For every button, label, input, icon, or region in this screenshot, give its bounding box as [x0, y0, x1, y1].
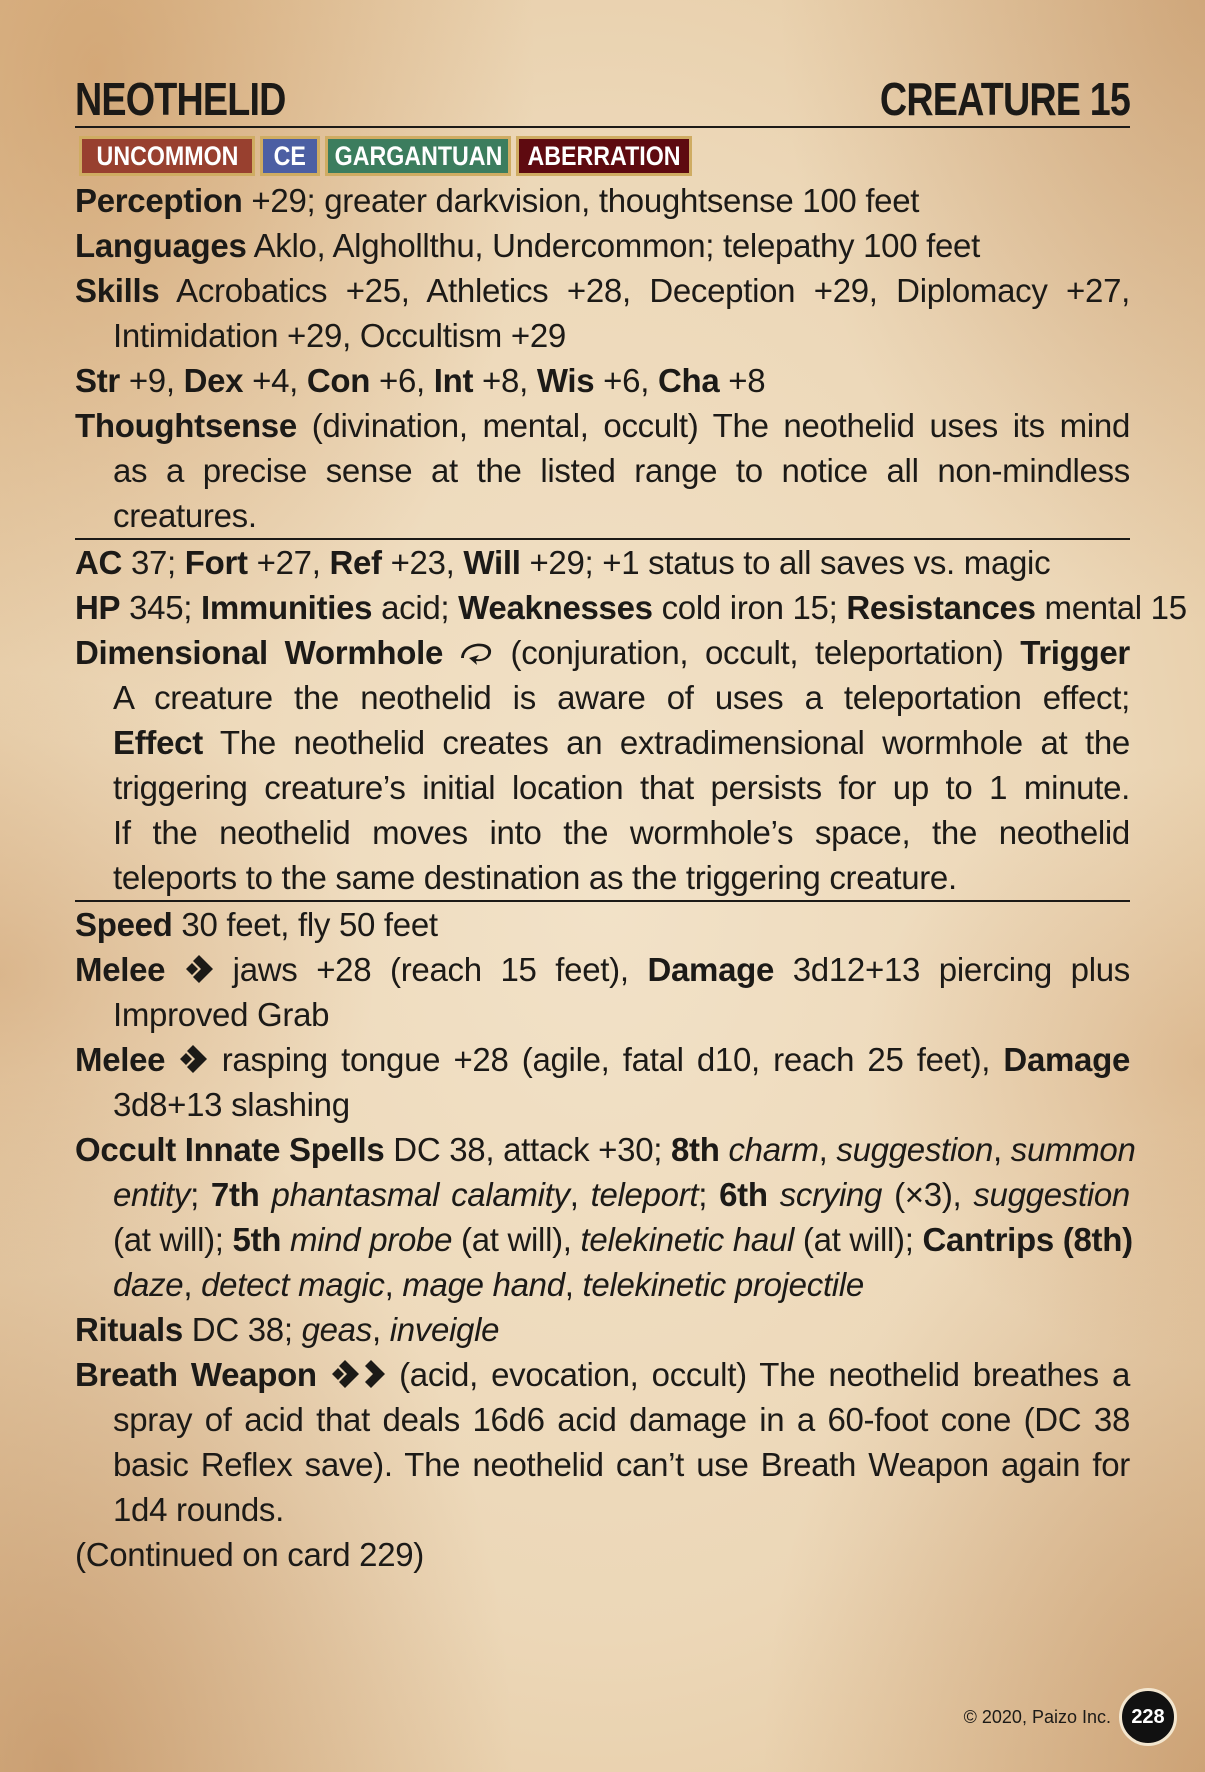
continued-note: (Continued on card 229) — [75, 1536, 424, 1573]
melee-jaws-line: Melee jaws +28 (reach 15 feet), Damage 3d12+13 piercing plus — [75, 947, 1130, 992]
wormhole-line: Dimensional Wormhole (conjuration, occult, teleportation) Trigger — [75, 630, 1130, 675]
trait-type: ABERRATION — [516, 136, 692, 176]
skills-line-cont: Intimidation +29, Occultism +29 — [113, 317, 566, 354]
melee-jaws-line-2: Improved Grab — [113, 996, 330, 1033]
stat-block — [75, 70, 1187, 1577]
stat-block-header — [75, 70, 1130, 128]
speed-line: Speed 30 feet, fly 50 feet — [75, 906, 438, 943]
reaction-icon — [460, 633, 494, 678]
trait-alignment: CE — [260, 136, 320, 176]
single-action-icon — [178, 1040, 208, 1085]
languages-line: Languages Aklo, Alghollthu, Undercommon; telepathy 100 feet — [75, 227, 980, 264]
spells-line-3: (at will); 5th mind probe (at will), telekinetic haul (at will); Cantrips (8th) — [113, 1221, 1133, 1258]
spells-line-2: entity; 7th phantasmal calamity, teleport; 6th scrying (×3), suggestion — [113, 1176, 1130, 1213]
defense-line: AC 37; Fort +27, Ref +23, Will +29; +1 status to all saves vs. magic — [75, 544, 1051, 581]
copyright: © 2020, Paizo Inc. — [963, 1706, 1111, 1727]
trait-size: GARGANTUAN — [325, 136, 511, 176]
stat-lines — [75, 178, 1187, 1577]
wormhole-line-2: A creature the neothelid is aware of uses a teleportation effect; — [113, 679, 1130, 716]
hp-line: HP 345; Immunities acid; Weaknesses cold iron 15; Resistances mental 15 — [75, 589, 1187, 626]
wormhole-line-6: teleports to the same destination as the triggering creature. — [75, 855, 1130, 902]
breath-weapon-line: Breath Weapon (acid, evocation, occult) The neothelid breathes a — [75, 1352, 1130, 1397]
spells-line-4: daze, detect magic, mage hand, telekinetic projectile — [113, 1266, 864, 1303]
breath-weapon-line-4: 1d4 rounds. — [113, 1491, 284, 1528]
ability-scores-line: Str +9, Dex +4, Con +6, Int +8, Wis +6, Cha +8 — [75, 362, 766, 399]
perception-line: Perception +29; greater darkvision, thoughtsense 100 feet — [75, 182, 920, 219]
spells-line: Occult Innate Spells DC 38, attack +30; 8th charm, suggestion, summon — [75, 1131, 1136, 1168]
creature-name: NEOTHELID — [75, 73, 286, 125]
card-footer — [964, 1688, 1177, 1746]
breath-weapon-line-3: basic Reflex save). The neothelid can’t use Breath Weapon again for — [113, 1446, 1130, 1483]
melee-tongue-line: Melee rasping tongue +28 (agile, fatal d10, reach 25 feet), Damage — [75, 1037, 1130, 1082]
thoughtsense-line: Thoughtsense (divination, mental, occult) The neothelid uses its mind — [75, 407, 1130, 444]
skills-line: Skills Acrobatics +25, Athletics +28, Deception +29, Diplomacy +27, — [75, 272, 1130, 309]
wormhole-line-4: triggering creature’s initial location that persists for up to 1 minute. — [113, 769, 1130, 806]
creature-level: CREATURE 15 — [879, 73, 1130, 125]
wormhole-line-3: Effect The neothelid creates an extradimensional wormhole at the — [113, 724, 1130, 761]
breath-weapon-line-2: spray of acid that deals 16d6 acid damage in a 60-foot cone (DC 38 — [113, 1401, 1130, 1438]
thoughtsense-line-3: creatures. — [75, 493, 1130, 540]
card-number-badge: 228 — [1119, 1688, 1177, 1746]
trait-uncommon: UNCOMMON — [79, 136, 255, 176]
wormhole-line-5: If the neothelid moves into the wormhole’s space, the neothelid — [113, 814, 1130, 851]
thoughtsense-line-2: as a precise sense at the listed range to notice all non-mindless — [113, 452, 1130, 489]
two-action-icon — [330, 1355, 386, 1400]
rituals-line: Rituals DC 38; geas, inveigle — [75, 1311, 500, 1348]
single-action-icon — [184, 950, 214, 995]
trait-row — [79, 136, 1130, 178]
melee-tongue-line-2: 3d8+13 slashing — [113, 1086, 350, 1123]
